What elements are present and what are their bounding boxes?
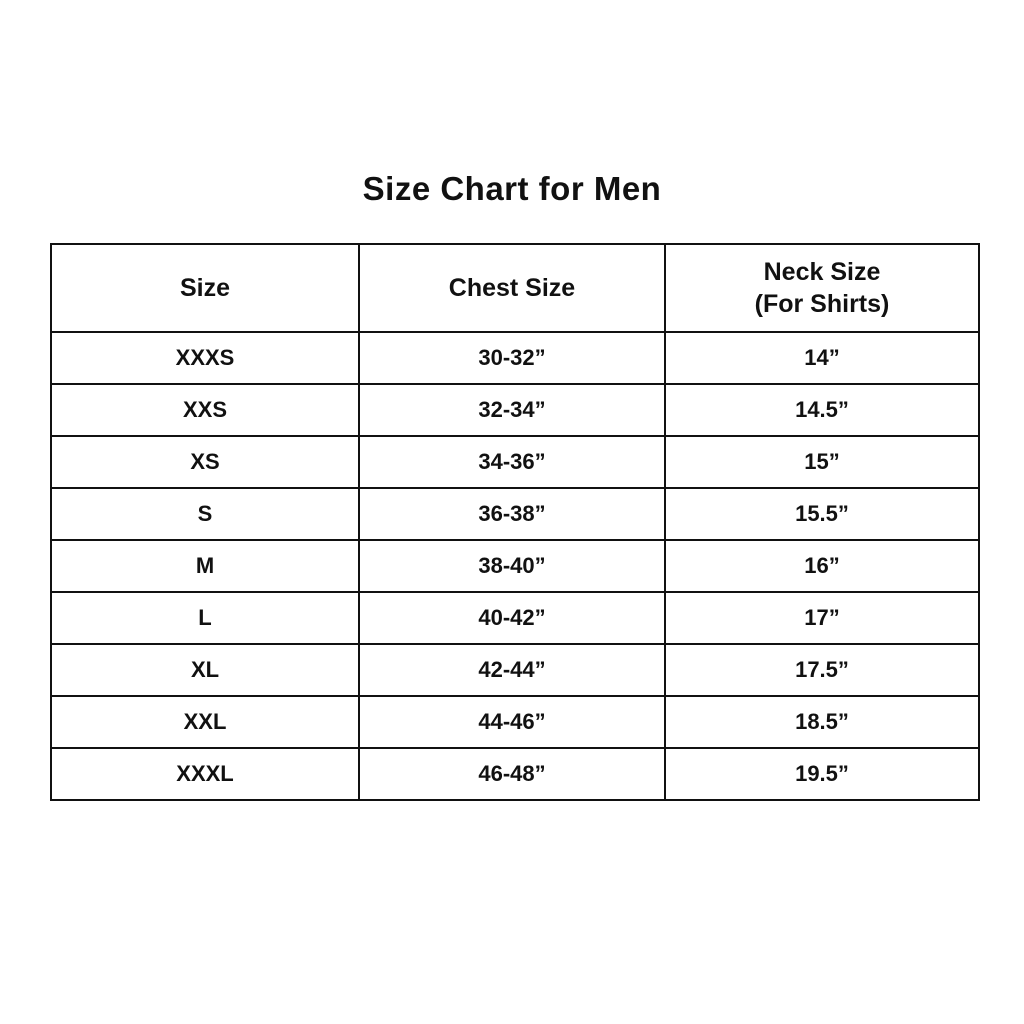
chest-size-cell: 32-34” [359, 384, 665, 436]
neck-size-cell: 16” [665, 540, 979, 592]
size-chart-table [50, 243, 980, 801]
column-header-size [51, 244, 359, 332]
table-row [51, 384, 979, 436]
neck-size-cell: 17” [665, 592, 979, 644]
chest-size-cell: 36-38” [359, 488, 665, 540]
table-row [51, 436, 979, 488]
neck-size-cell: 14” [665, 332, 979, 384]
size-cell: S [51, 488, 359, 540]
neck-size-cell: 17.5” [665, 644, 979, 696]
page-title: Size Chart for Men [362, 170, 662, 207]
size-cell: XXL [51, 696, 359, 748]
column-header-chest-size [359, 244, 665, 332]
chest-size-cell: 46-48” [359, 748, 665, 800]
size-cell: M [51, 540, 359, 592]
table-row [51, 592, 979, 644]
neck-size-cell: 18.5” [665, 696, 979, 748]
chest-size-cell: 38-40” [359, 540, 665, 592]
column-header-neck-size [665, 244, 979, 332]
column-header-size-label: Size [179, 273, 231, 302]
neck-size-cell: 15.5” [665, 488, 979, 540]
size-cell: XXS [51, 384, 359, 436]
table-row [51, 748, 979, 800]
chest-size-cell: 42-44” [359, 644, 665, 696]
chest-size-cell: 34-36” [359, 436, 665, 488]
table-row [51, 332, 979, 384]
neck-size-cell: 15” [665, 436, 979, 488]
table-row [51, 696, 979, 748]
table-header-row [51, 244, 979, 332]
table-row [51, 488, 979, 540]
table-row [51, 644, 979, 696]
column-header-neck-size-line2: (For Shirts) [754, 290, 890, 318]
size-cell: L [51, 592, 359, 644]
column-header-chest-size-label: Chest Size [448, 273, 576, 302]
neck-size-cell: 14.5” [665, 384, 979, 436]
chest-size-cell: 40-42” [359, 592, 665, 644]
size-cell: XXXL [51, 748, 359, 800]
chest-size-cell: 30-32” [359, 332, 665, 384]
column-header-neck-size-line1: Neck Size [763, 257, 881, 286]
chest-size-cell: 44-46” [359, 696, 665, 748]
size-cell: XS [51, 436, 359, 488]
size-cell: XXXS [51, 332, 359, 384]
neck-size-cell: 19.5” [665, 748, 979, 800]
table-row [51, 540, 979, 592]
size-cell: XL [51, 644, 359, 696]
